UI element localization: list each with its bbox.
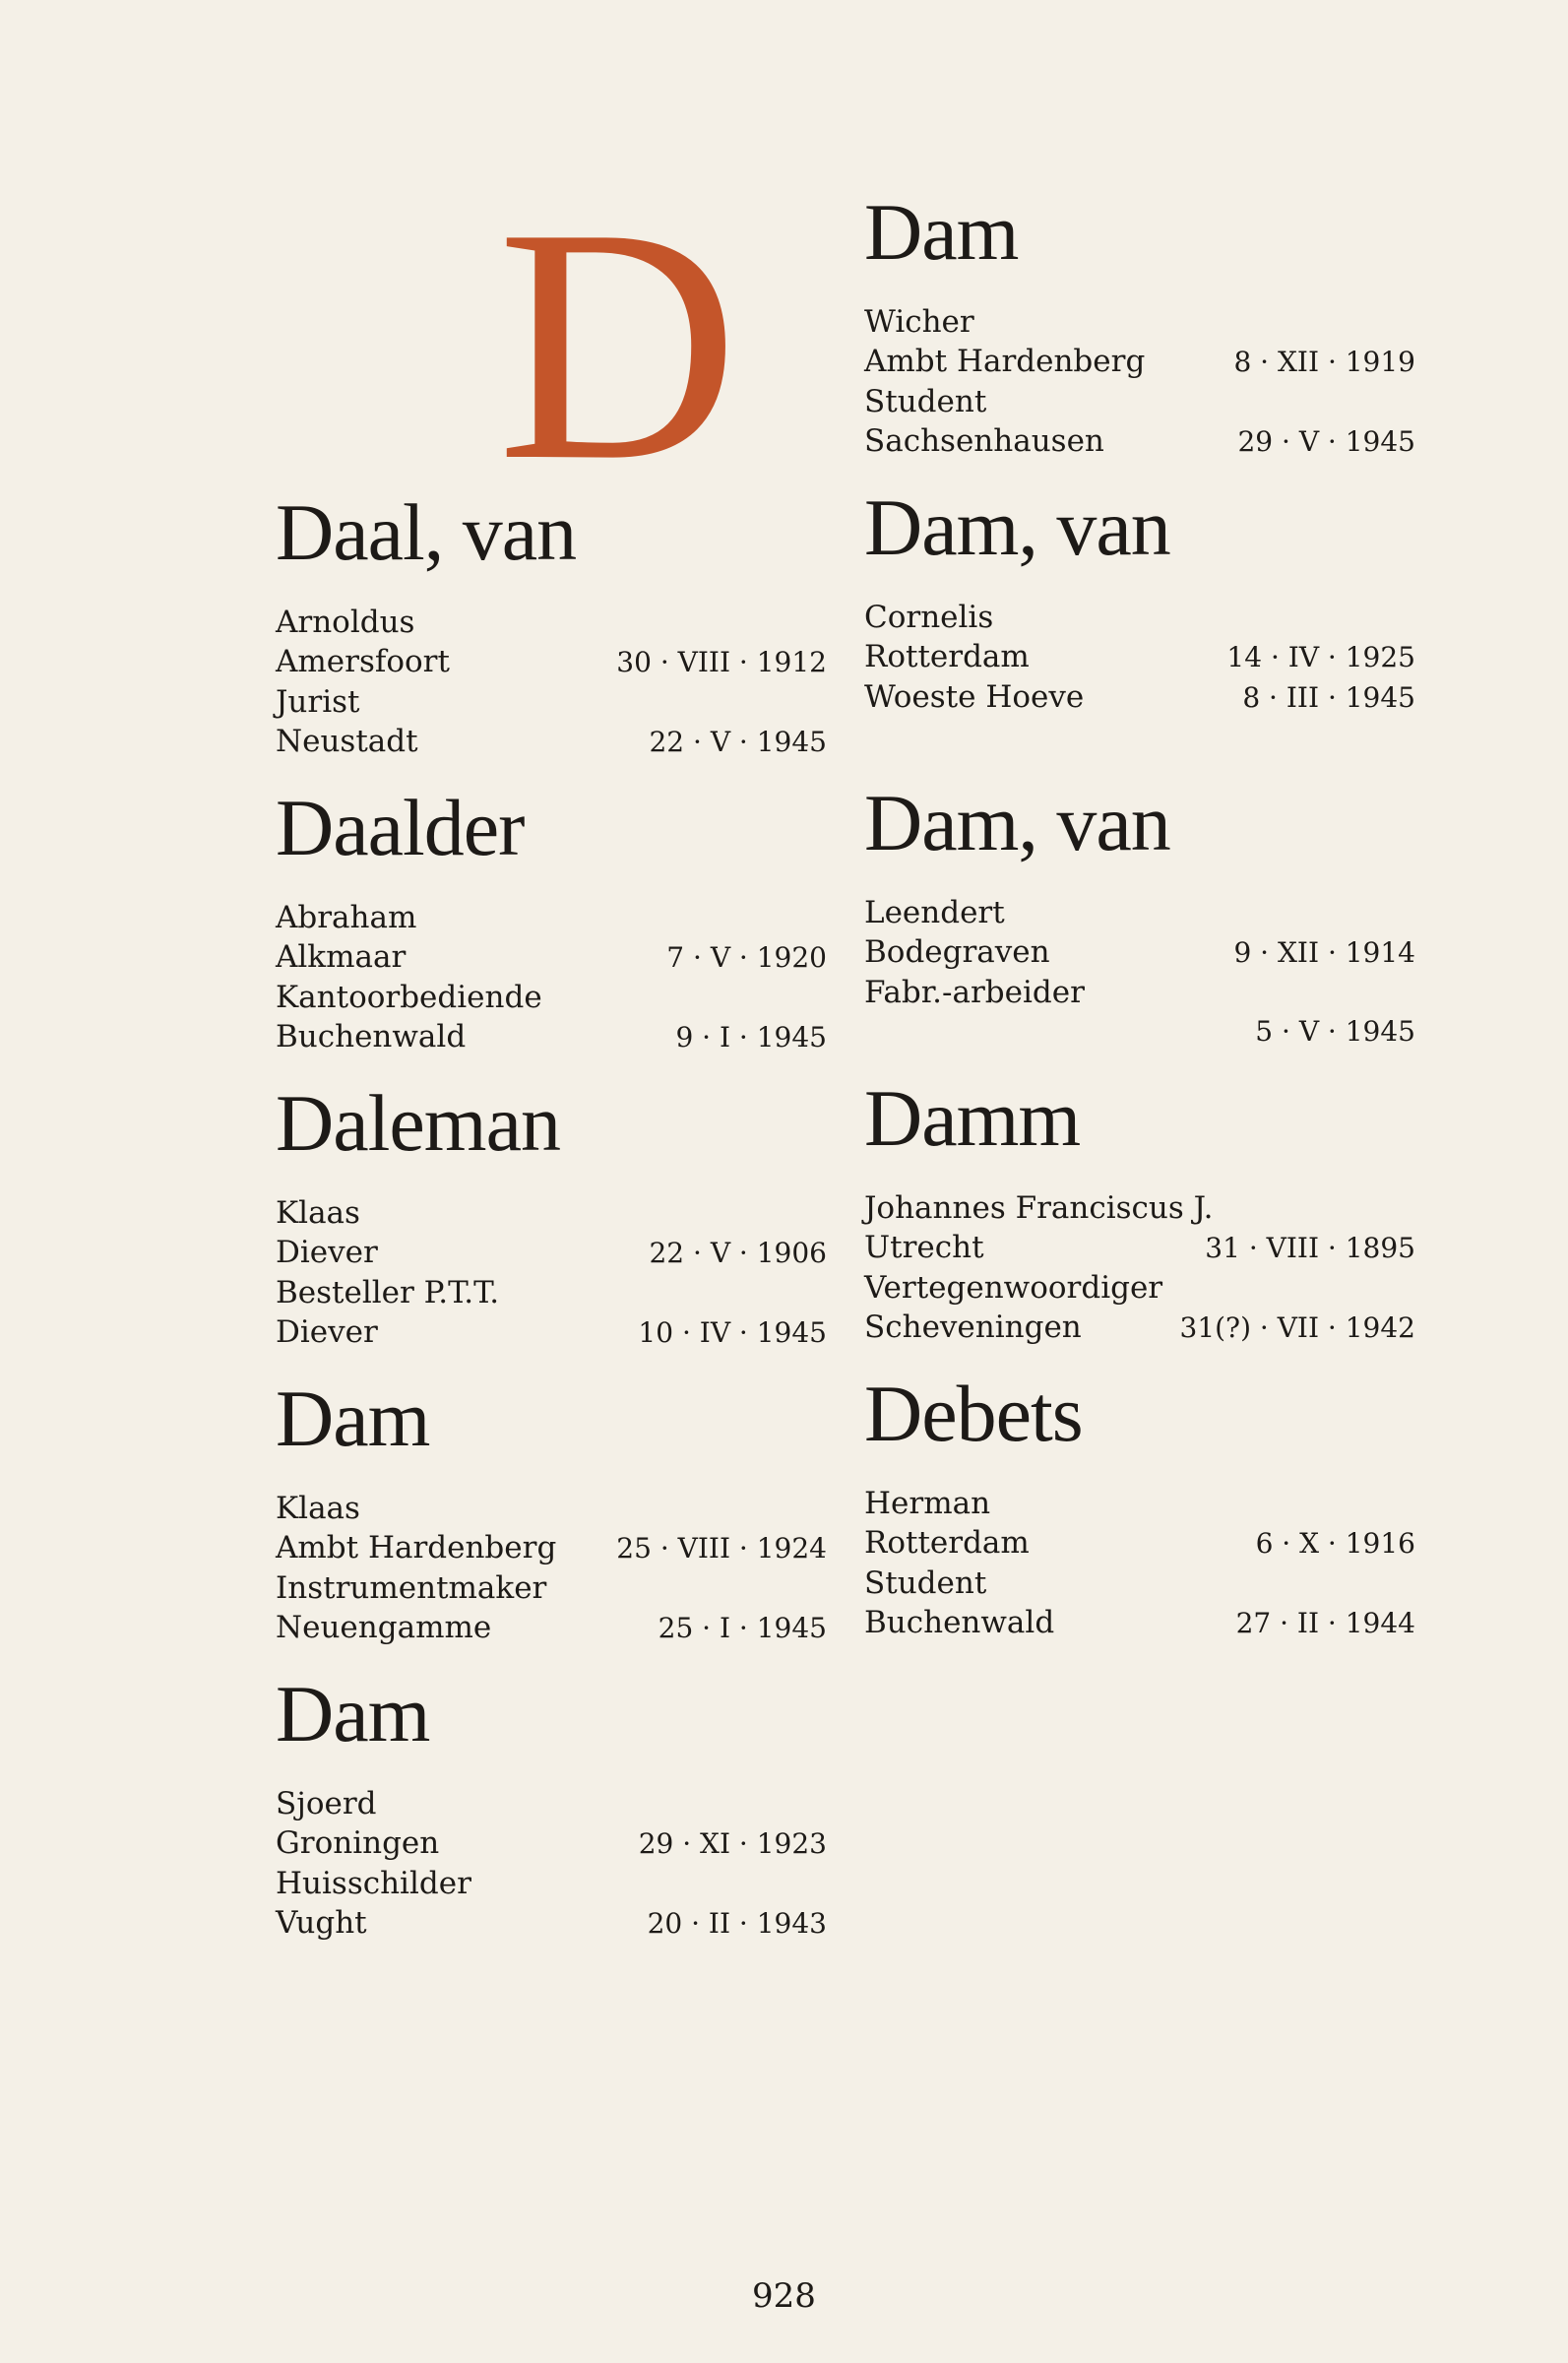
entry-text: Leendert	[864, 895, 1005, 930]
entry-line	[276, 1233, 827, 1273]
right-column	[864, 187, 1415, 1669]
surname: Dam	[864, 187, 1019, 277]
surname: Daal, van	[276, 487, 577, 577]
entry-line	[276, 978, 827, 1017]
name-entry	[864, 778, 1415, 1078]
entry-line	[276, 1017, 827, 1057]
entry-date: 25 · I · 1945	[658, 1612, 827, 1644]
entry-line	[864, 1523, 1415, 1564]
entry-date: 22 · V · 1945	[649, 726, 827, 758]
entry-date: 29 · XI · 1923	[638, 1827, 827, 1860]
entry-date: 27 · II · 1944	[1235, 1607, 1415, 1639]
entry-line	[276, 682, 827, 722]
entry-line	[864, 677, 1415, 718]
entry-text: Ambt Hardenberg	[276, 1530, 557, 1565]
entry-text: Buchenwald	[864, 1605, 1055, 1640]
surname: Daleman	[276, 1078, 560, 1168]
entry-line	[864, 932, 1415, 973]
entry-line	[276, 1903, 827, 1944]
name-entry	[864, 482, 1415, 783]
entry-text: Vught	[276, 1905, 367, 1941]
entry-line	[276, 1312, 827, 1353]
entry-line	[864, 1603, 1415, 1643]
entry-line	[864, 382, 1415, 421]
entry-text: Woeste Hoeve	[864, 679, 1085, 715]
entry-date: 31(?) · VII · 1942	[1179, 1311, 1415, 1344]
entry-text: Diever	[276, 1235, 378, 1270]
entry-text: Bodegraven	[864, 934, 1050, 970]
entry-date: 22 · V · 1906	[649, 1237, 827, 1269]
entry-text: Huisschilder	[276, 1866, 471, 1901]
entry-line	[276, 1528, 827, 1568]
entry-line	[276, 898, 827, 937]
entry-text: Wicher	[864, 304, 974, 340]
surname: Daalder	[276, 783, 525, 872]
entry-text: Klaas	[276, 1195, 360, 1231]
entry-date: 9 · XII · 1914	[1233, 936, 1415, 969]
entry-line	[864, 1484, 1415, 1523]
entry-text: Student	[864, 384, 987, 419]
entry-text: Herman	[864, 1486, 991, 1521]
surname: Debets	[864, 1369, 1083, 1458]
surname: Dam	[276, 1373, 430, 1463]
entry-date: 20 · II · 1943	[647, 1907, 827, 1940]
entry-date: 8 · XII · 1919	[1233, 346, 1415, 378]
entry-line	[276, 642, 827, 682]
name-entry	[276, 487, 827, 788]
entry-date: 25 · VIII · 1924	[616, 1532, 827, 1565]
entry-text: Kantoorbediende	[276, 980, 542, 1015]
entry-date: 29 · V · 1945	[1237, 425, 1415, 458]
entry-line	[276, 1864, 827, 1903]
entry-line	[276, 1193, 827, 1233]
name-entry	[864, 1369, 1415, 1669]
entry-line	[864, 1012, 1415, 1052]
name-entry	[276, 1373, 827, 1674]
entry-text: Neuengamme	[276, 1610, 492, 1645]
entry-text: Student	[864, 1565, 987, 1601]
entry-text: Sjoerd	[276, 1786, 377, 1821]
entry-text: Groningen	[276, 1825, 440, 1861]
entry-line	[864, 1564, 1415, 1603]
entry-line	[864, 342, 1415, 382]
name-entry	[276, 1078, 827, 1378]
entry-text: Buchenwald	[276, 1019, 467, 1054]
entry-line	[276, 603, 827, 642]
entry-text: Amersfoort	[276, 644, 450, 679]
surname: Dam	[276, 1669, 430, 1758]
entry-text: Klaas	[276, 1491, 360, 1526]
entry-text: Cornelis	[864, 600, 994, 635]
entry-line	[864, 637, 1415, 677]
entry-text: Arnoldus	[276, 605, 415, 640]
entry-date: 9 · I · 1945	[675, 1021, 827, 1054]
left-column	[276, 487, 827, 1969]
surname: Dam, van	[864, 778, 1170, 867]
entry-line	[276, 722, 827, 762]
entry-text: Rotterdam	[864, 1525, 1030, 1561]
entry-text: Utrecht	[864, 1230, 984, 1265]
entry-text: Fabr.-arbeider	[864, 975, 1085, 1010]
entry-line	[276, 1823, 827, 1864]
surname: Damm	[864, 1073, 1081, 1163]
name-entry	[276, 783, 827, 1083]
entry-text: Scheveningen	[864, 1309, 1082, 1345]
entry-date: 8 · III · 1945	[1242, 681, 1415, 714]
entry-date: 14 · IV · 1925	[1226, 641, 1415, 673]
entry-text: Neustadt	[276, 724, 418, 759]
entry-line	[276, 1273, 827, 1312]
entry-line	[864, 1228, 1415, 1268]
entry-line	[276, 1608, 827, 1648]
entry-date: 31 · VIII · 1895	[1205, 1232, 1415, 1264]
name-entry	[276, 1669, 827, 1969]
entry-text: Alkmaar	[276, 939, 407, 975]
surname: Dam, van	[864, 482, 1170, 572]
page-number: 928	[752, 2276, 816, 2316]
entry-date: 30 · VIII · 1912	[616, 646, 827, 678]
entry-line	[864, 1268, 1415, 1308]
entry-text: Diever	[276, 1314, 378, 1350]
entry-text: Ambt Hardenberg	[864, 344, 1146, 379]
entry-line	[276, 1489, 827, 1528]
entry-text: Johannes Franciscus J.	[864, 1190, 1214, 1226]
entry-text: Instrumentmaker	[276, 1570, 547, 1606]
drop-cap-initial: D	[497, 159, 739, 530]
entry-line	[864, 1308, 1415, 1348]
entry-line	[276, 1568, 827, 1608]
entry-text: Rotterdam	[864, 639, 1030, 674]
entry-line	[864, 973, 1415, 1012]
entry-text: Besteller P.T.T.	[276, 1275, 500, 1310]
entry-line	[276, 937, 827, 978]
name-entry	[864, 187, 1415, 487]
entry-text: Jurist	[276, 684, 360, 720]
entry-date: 5 · V · 1945	[1255, 1015, 1415, 1048]
entry-line	[864, 1188, 1415, 1228]
entry-text: Vertegenwoordiger	[864, 1270, 1163, 1306]
entry-text: Abraham	[276, 900, 417, 935]
entry-line	[276, 1784, 827, 1823]
entry-date: 6 · X · 1916	[1255, 1527, 1415, 1560]
entry-line	[864, 421, 1415, 462]
entry-line	[864, 598, 1415, 637]
entry-line	[864, 893, 1415, 932]
entry-line	[864, 302, 1415, 342]
entry-text: Sachsenhausen	[864, 423, 1104, 459]
entry-date: 7 · V · 1920	[666, 941, 827, 974]
entry-date: 10 · IV · 1945	[638, 1316, 827, 1349]
name-entry	[864, 1073, 1415, 1373]
